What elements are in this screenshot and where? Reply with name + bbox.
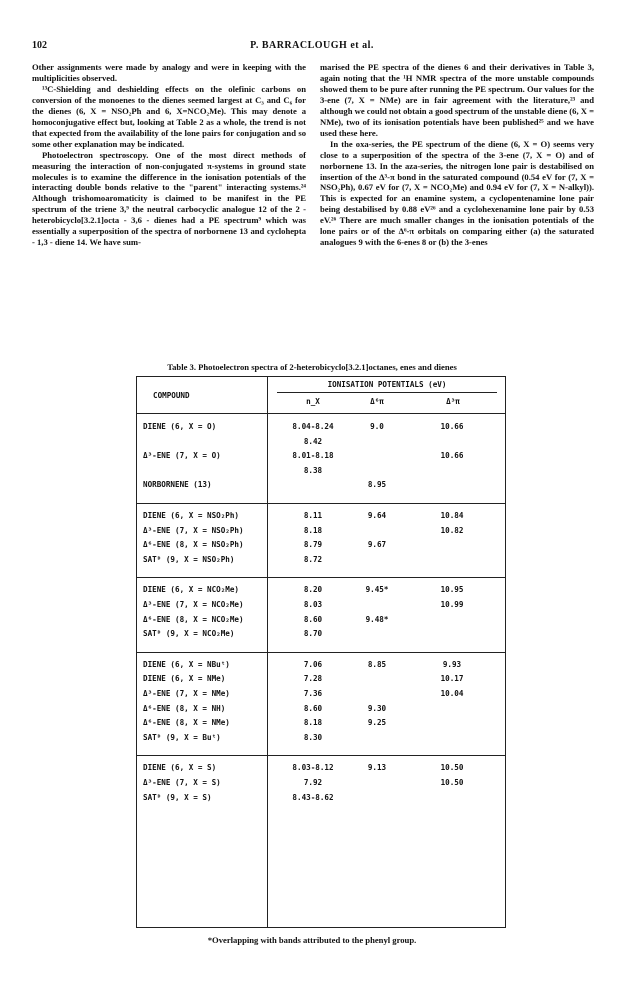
nx-cell: 8.79 [303,540,323,550]
compound-cell: Δ³-ENE (7, X = NMe) [143,688,230,698]
table-row [137,540,505,552]
table-row [137,660,505,672]
column-header-nx: n_X [306,397,320,406]
d6-cell: 9.67 [367,540,387,550]
d6-cell: 9.45* [365,585,389,595]
ionisation-header: IONISATION POTENTIALS (eV) [277,380,497,393]
d3-cell: 10.50 [440,777,464,787]
compound-cell: Δ³-ENE (7, X = O) [143,451,221,461]
table-row [137,600,505,612]
table-group [137,755,505,815]
d6-cell: 8.95 [367,480,387,490]
paragraph: Photoelectron spectroscopy. One of the most direct methods of measuring the interaction of non-conjugated π-systems in ground state molecules is to examine the difference in the ionisation potentials of the interacting double bonds relative to the "parent" interacting systems.²⁴ Although trishomoaromaticity is claimed to be manifest in the PE spectrum of the triene 3,⁹ the neutral carbocyclic analogue 12 of the 2 - heterobicyclo[3.2.1]octa - 3,6 - dienes had a PE spectrum⁹ which was essentially a superposition of the spectra of norbornene 13 and cyclohepta - 1,3 - diene 14. We have sum- [32,149,306,248]
paragraph: ¹³C-Shielding and deshielding effects on the olefinic carbons on conversion of the monoenes to the dienes seemed largest at C₃ and C₆ for the dienes (6, X = NSO₂Ph and 6, X=NCO₂Me). This may denote a homoconjugative effect but, looking at Table 2 as a whole, the trend is not that expected from the availability of the lone pairs for conjugation and so some other explanation may be indicated. [32,83,306,149]
table-footnote: *Overlapping with bands attributed to the phenyl group. [207,935,417,945]
d6-cell: 9.25 [367,718,387,728]
table-row [137,437,505,449]
paragraph: marised the PE spectra of the dienes 6 and their derivatives in Table 3, again noting that the ¹H NMR spectra of the more unstable compounds showed them to be pure after running the PE spectrum. Our values for the 3-ene (7, X = NMe) are in fair agreement with the literature,²³ and although we could not obtain a good spectrum of the unstable diene (6, X = NMe), two of its ionisation potentials have been published²⁵ and we have used these here. [320,62,594,138]
compound-cell: NORBORNENE (13) [143,480,212,490]
d6-cell: 9.30 [367,703,387,713]
body-text [32,62,594,348]
d3-cell: 10.82 [440,525,464,535]
column-header-d6: Δ⁶π [370,397,384,406]
nx-cell: 8.20 [303,585,323,595]
nx-cell: 8.38 [303,465,323,475]
running-header [32,40,592,54]
compound-cell: SATᴰ (9, X = S) [143,792,212,802]
compound-cell: SATᴰ (9, X = NSO₂Ph) [143,554,235,564]
compound-cell: DIENE (6, X = NBuᵗ) [143,659,230,669]
nx-cell: 8.72 [303,554,323,564]
d3-cell: 10.84 [440,511,464,520]
paragraph: In the oxa-series, the PE spectrum of the diene (6, X = O) seems very close to a superposition of the spectra of the 3-ene (7, X = O) and of norbornene 13. In the aza-series, the nitrogen lone pair is destabilised on insertion of the Δ³-π bond in the saturated compound (0.54 eV for (7, X = NSO₂Ph), 0.67 eV for (7, X = NCO₂Me) and 0.94 eV for (7, X = N-alkyl)). This is expected for an enamine system, a cyclopentenamine lone pair being destabilised by 0.88 eV²⁶ and a cyclohexenamine lone pair by 0.53 eV.²⁶ There are much smaller changes in the ionisation potentials of the lone pairs or of the Δ⁶-π orbitals on comparing either (a) the saturated analogues 9 with the 6-enes 8 or (b) the 3-enes [320,138,594,248]
d3-cell: 10.50 [440,763,464,773]
nx-cell: 8.30 [303,732,323,742]
d3-cell: 10.66 [440,451,464,461]
compound-cell: Δ⁶-ENE (8, X = NMe) [143,718,230,728]
compound-cell: DIENE (6, X = NSO₂Ph) [143,511,240,520]
d6-cell: 9.13 [367,763,387,773]
left-column [32,62,306,248]
compound-cell: Δ⁶-ENE (8, X = NSO₂Ph) [143,540,244,550]
d3-cell: 10.99 [440,599,464,609]
nx-cell: 8.11 [303,511,323,520]
table-group [137,577,505,652]
nx-cell: 8.18 [303,718,323,728]
compound-cell: Δ⁶-ENE (8, X = NCO₂Me) [143,614,244,624]
compound-cell: SATᴰ (9, X = Buᵗ) [143,732,221,742]
d6-cell: 9.64 [367,511,387,520]
nx-cell: 7.92 [303,777,323,787]
table-row [137,674,505,686]
table-header [137,377,505,414]
table-row [137,451,505,463]
nx-cell: 7.06 [303,659,323,669]
d6-cell: 9.0 [370,422,384,431]
table-group [137,503,505,578]
d3-cell: 10.04 [440,688,464,698]
running-head: P. BARRACLOUGH et al. [250,40,374,51]
table-row [137,480,505,492]
paragraph: Other assignments were made by analogy and were in keeping with the multiplicities observed. [32,62,306,83]
nx-cell: 8.01-8.18 [292,451,334,461]
d3-cell: 10.95 [440,585,464,595]
compound-cell: DIENE (6, X = S) [143,763,217,773]
table-row [137,689,505,701]
compound-cell: Δ³-ENE (7, X = NSO₂Ph) [143,525,244,535]
table-caption: Table 3. Photoelectron spectra of 2-heterobicyclo[3.2.1]octanes, enes and dienes [167,362,457,372]
compound-cell: SATᴰ (9, X = NCO₂Me) [143,629,235,639]
compound-header: COMPOUND [153,391,190,400]
table-row [137,793,505,805]
d6-cell: 9.48* [365,614,389,624]
nx-cell: 8.04-8.24 [292,422,334,431]
nx-cell: 8.60 [303,703,323,713]
table-row [137,763,505,775]
table-row [137,466,505,478]
compound-cell: DIENE (6, X = NCO₂Me) [143,585,240,595]
nx-cell: 8.70 [303,629,323,639]
table-row [137,615,505,627]
column-header-d3: Δ³π [446,397,460,406]
right-column [320,62,594,248]
table-row [137,511,505,523]
nx-cell: 8.42 [303,436,323,446]
compound-cell: Δ³-ENE (7, X = NCO₂Me) [143,599,244,609]
nx-cell: 8.43-8.62 [292,792,334,802]
d6-cell: 8.85 [367,659,387,669]
nx-cell: 7.36 [303,688,323,698]
table-row [137,733,505,745]
nx-cell: 8.03-8.12 [292,763,334,773]
d3-cell: 10.66 [440,422,464,431]
compound-cell: DIENE (6, X = O) [143,422,217,431]
table-row [137,629,505,641]
table-group [137,652,505,757]
table-group [137,414,505,504]
d3-cell: 10.17 [440,674,464,684]
nx-cell: 8.03 [303,599,323,609]
table-row [137,704,505,716]
d3-cell: 9.93 [442,659,462,669]
data-table [136,376,506,928]
nx-cell: 8.60 [303,614,323,624]
page-number: 102 [32,40,47,51]
compound-cell: DIENE (6, X = NMe) [143,674,226,684]
nx-cell: 8.18 [303,525,323,535]
nx-cell: 7.28 [303,674,323,684]
table-row [137,778,505,790]
table-row [137,555,505,567]
compound-cell: Δ³-ENE (7, X = S) [143,777,221,787]
compound-cell: Δ⁶-ENE (8, X = NH) [143,703,226,713]
table-row [137,422,505,434]
table-row [137,718,505,730]
table-row [137,526,505,538]
table-row [137,585,505,597]
